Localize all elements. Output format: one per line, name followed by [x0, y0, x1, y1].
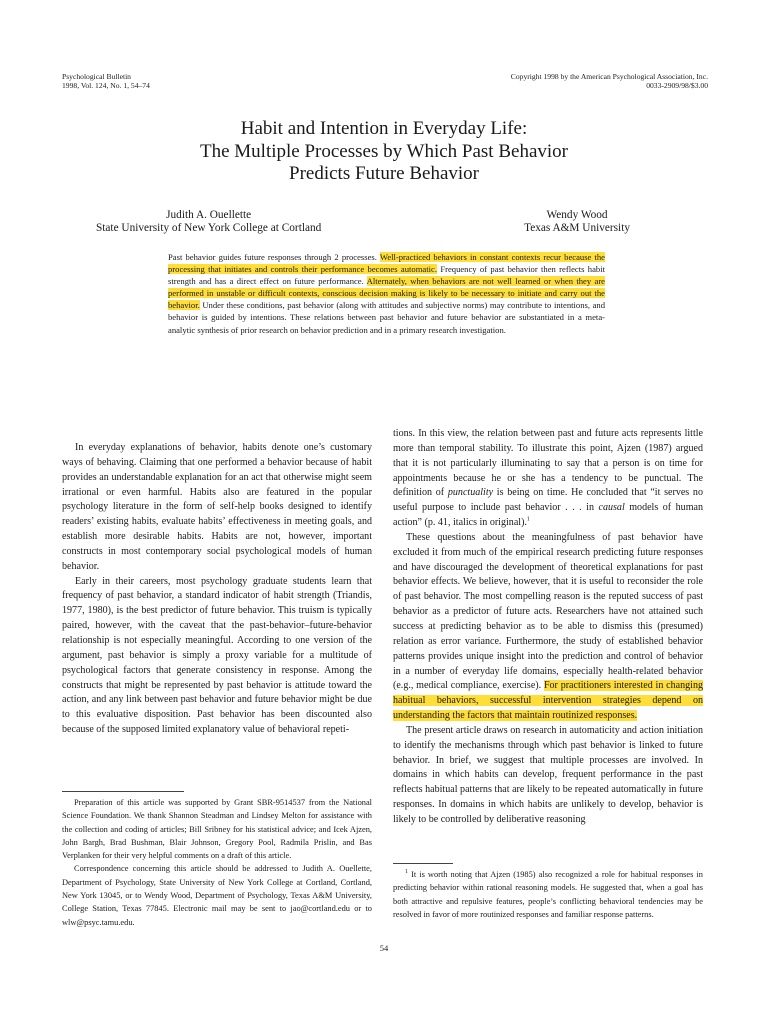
footnote-divider — [393, 863, 453, 864]
body-highlight: For practitioners interested in changing habitual behaviors, successful intervention strategies depend on understanding the factors that maintain routinized responses. — [393, 680, 703, 722]
journal-header — [62, 72, 150, 90]
author-note — [62, 796, 372, 929]
footnote-reference[interactable]: 1 — [526, 516, 530, 523]
article-title — [0, 118, 768, 186]
footnote-text — [393, 868, 703, 921]
body-paragraph — [393, 427, 703, 531]
body-column-left — [62, 441, 372, 738]
abstract-text: Under these conditions, past behavior (along with attitudes and subjective norms) may contribute to intentions, and behavior is guided by intentions. These relations between past behavior and future behavior are substantiated in a meta-analytic synthesis of prior research on behavior prediction and in a primary research investigation. — [168, 300, 605, 335]
abstract-highlight-1: Well-practiced behaviors in constant contexts recur because the processing that initiates and controls their performance becomes automatic. — [168, 252, 605, 275]
issn-line: 0033-2909/98/$3.00 — [646, 81, 708, 90]
author-1-affiliation: State University of New York College at Cortland — [96, 222, 322, 234]
abstract-text: Frequency of past behavior then reflects habit strength and has a direct effect on future performance. — [168, 264, 605, 287]
italic-term: causal — [598, 502, 625, 514]
footnote-body: It is worth noting that Ajzen (1985) also recognized a role for habitual responses in predicting behavior within rational reasoning models. He suggested that, when a goal has both attractive and repulsive features, people’s conflicting behavioral tendencies may be resolved in favor of more routinized responses and familiar response patterns. — [393, 870, 703, 919]
author-1 — [96, 209, 321, 235]
body-text: is being on time. He concluded that “it serves no useful purpose to include past behavior . . . in — [393, 487, 703, 514]
author-2-name: Wendy Wood — [546, 209, 608, 221]
body-text: models of human action” (p. 41, italics in original). — [393, 502, 703, 529]
author-2-affiliation: Texas A&M University — [524, 222, 630, 234]
correspondence-note: Correspondence concerning this article should be addressed to Judith A. Ouellette, Department of Psychology, State University of New York College at Cortland, Cortland, New York 13045, or to Wendy Wood, Department of Psychology, Texas A&M University, College Station, Texas 77845. Electronic mail may be sent to jao@cortland.edu or to wlw@psyc.tamu.edu. — [62, 864, 372, 927]
body-paragraph: Early in their careers, most psychology graduate students learn that frequency of past behavior, a standard indicator of habit strength (Triandis, 1977, 1980), is the best predictor of future behavior. This truism is typically paired, however, with the caveat that the past-behavior–future-behavior relationship is not especially meaningful. According to one version of the argument, past behavior is simply a proxy variable for a multitude of psychological factors that generate consistency in response. Among the constructs that might be represented by past behavior is attitude toward the action, and any link between past behavior and future behavior might be due to this evaluative disposition. Past behavior has been discounted also because of the supposed limited explanatory value of behavioral repeti- — [62, 575, 372, 736]
journal-citation: 1998, Vol. 124, No. 1, 54–74 — [62, 81, 150, 90]
body-text: These questions about the meaningfulness of past behavior have excluded it from much of the empirical research predicting future responses and have discouraged the development of theoretical explanations for past behavior effects. We believe, however, that it is useful to reconsider the role of past behavior. The most compelling reason is the reputed success of past behavior as a predictor of future acts. Researchers have not attained such success at predicting behavior as to be able to dismiss this (presumed) relation as error variance. Furthermore, the study of established behavior patterns provides unique insight into the prediction and control of behavior in a number of everyday life domains, especially health-related behavior (e.g., medical compliance, exercise). — [393, 531, 703, 692]
body-column-right — [393, 427, 703, 828]
funding-note: Preparation of this article was supported by Grant SBR-9514537 from the National Science Foundation. We thank Shannon Steadman and Lindsey Melton for assistance with the collection and coding of articles; Bill Sribney for his statistical advice; and Icek Ajzen, John Bargh, Brad Bushman, Blair Johnson, Gregory Pool, Radmila Prislin, and Bas Verplanken for their very helpful comments on a draft of this article. — [62, 798, 372, 861]
body-paragraph: In everyday explanations of behavior, habits denote one’s customary ways of behaving. Claiming that one performed a behavior because of habit provides an understandable explanation for an act that otherwise might seem irrational or even harmful. Habits also are featured in the popular psychology literature in the form of self-help books designed to identify readers’ existing habits, evaluate habits’ effectiveness in meeting goals, and establish more desirable habits. Habits are not, however, important constructs in most contemporary social psychological models of human behavior. — [62, 442, 372, 572]
italic-term: punctuality — [447, 487, 494, 499]
copyright-line: Copyright 1998 by the American Psychological Association, Inc. — [510, 72, 708, 81]
body-paragraph — [393, 531, 703, 724]
body-paragraph: The present article draws on research in automaticity and action initiation to identify the mechanisms through which past behavior is linked to future behavior. In brief, we suggest that multiple processes are involved. In domains in which habits can develop, frequent performance in the past reflects habitual patterns that are likely to be repeated automatically in future responses. In domains in which habits are unlikely to develop, behavior is likely to be controlled by deliberative reasoning — [393, 724, 703, 825]
abstract-text: Past behavior guides future responses through 2 processes. — [168, 252, 380, 262]
author-2 — [524, 209, 630, 235]
title-line-3: Predicts Future Behavior — [289, 163, 479, 184]
journal-name: Psychological Bulletin — [62, 72, 131, 81]
author-1-name: Judith A. Ouellette — [166, 209, 252, 221]
copyright-header — [511, 72, 708, 90]
abstract — [168, 251, 605, 336]
page-number: 54 — [379, 943, 389, 953]
title-line-1: Habit and Intention in Everyday Life: — [240, 118, 528, 139]
body-text: tions. In this view, the relation between past and future acts represents little more than temporal stability. To illustrate this point, Ajzen (1987) argued that it is not particularly illuminating to say that a person is on time for appointments because he or she has a tendency to be punctual. The definition of — [393, 428, 703, 499]
title-line-2: The Multiple Processes by Which Past Behavior — [200, 140, 568, 162]
footnote-mark: 1 — [405, 869, 408, 876]
abstract-highlight-2: Alternately, when behaviors are not well learned or when they are performed in unstable or difficult contexts, conscious decision making is likely to be necessary to initiate and carry out the behavior. — [168, 276, 605, 311]
footnote-1 — [393, 868, 703, 921]
footnote-divider — [62, 791, 184, 792]
